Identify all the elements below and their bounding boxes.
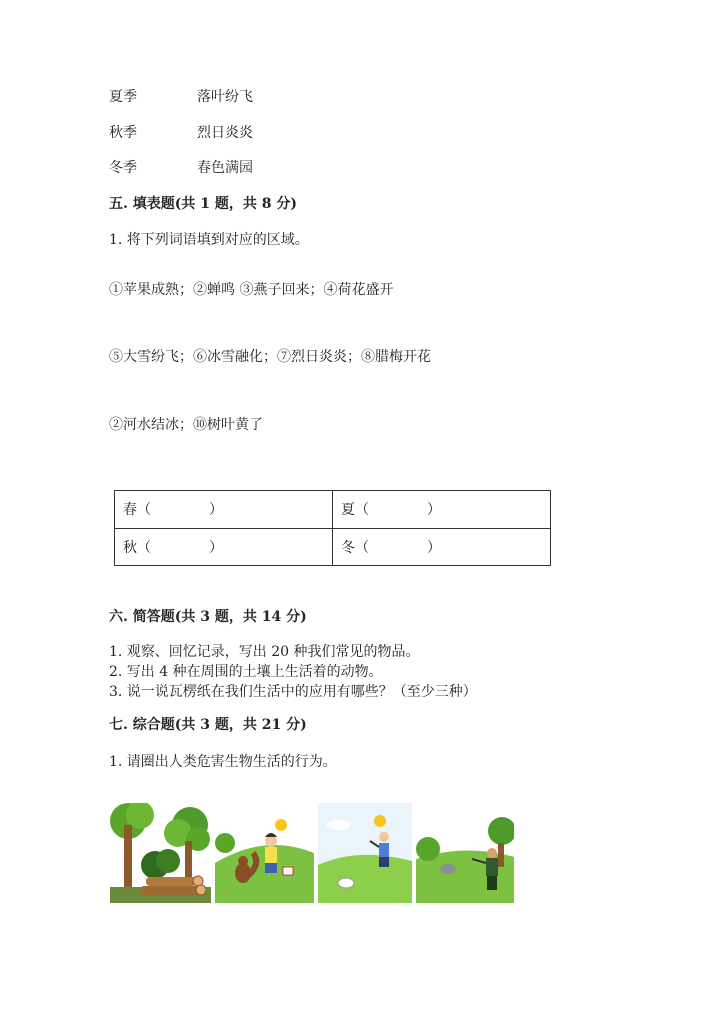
hunter-illustration xyxy=(416,803,514,903)
section7-title: 七. 综合题(共 3 题，共 21 分) xyxy=(109,717,307,733)
section6-title: 六. 简答题(共 3 题，共 14 分) xyxy=(109,609,307,625)
open-paren: （ xyxy=(355,502,369,519)
word-line-2: ⑤大雪纷飞；⑥冰雪融化；⑦烈日炎炎；⑧腊梅开花 xyxy=(109,349,431,365)
match-season-3: 冬季 xyxy=(109,160,137,176)
boy-squirrel-illustration xyxy=(215,803,314,903)
picture-logged-forest[interactable] xyxy=(110,803,211,903)
match-phrase-2: 烈日炎炎 xyxy=(197,125,253,141)
picture-boy-squirrel[interactable] xyxy=(215,803,314,903)
section7-question: 1. 请圈出人类危害生物生活的行为。 xyxy=(109,754,337,770)
close-paren: ） xyxy=(427,502,441,519)
forest-illustration xyxy=(110,803,211,903)
open-paren: （ xyxy=(137,502,151,519)
match-season-1: 夏季 xyxy=(109,89,137,105)
word-line-3: ②河水结冰；⑩树叶黄了 xyxy=(109,417,263,433)
open-paren: （ xyxy=(137,539,151,556)
cell-summer-label: 夏 xyxy=(341,502,355,519)
section6-q2: 2. 写出 4 种在周围的土壤上生活着的动物。 xyxy=(109,664,383,680)
close-paren: ） xyxy=(209,539,223,556)
open-paren: （ xyxy=(355,539,369,556)
match-phrase-3: 春色满园 xyxy=(197,160,253,176)
boy-slingshot-illustration xyxy=(318,803,412,903)
cell-spring-label: 春 xyxy=(123,502,137,519)
match-season-2: 秋季 xyxy=(109,125,137,141)
section6-q1: 1. 观察、回忆记录，写出 20 种我们常见的物品。 xyxy=(109,644,420,660)
section5-question: 1. 将下列词语填到对应的区域。 xyxy=(109,232,309,248)
match-phrase-1: 落叶纷飞 xyxy=(197,89,253,105)
cell-winter[interactable] xyxy=(333,528,551,566)
cell-spring[interactable] xyxy=(115,491,333,529)
season-fill-table xyxy=(114,490,551,566)
cell-autumn-label: 秋 xyxy=(123,539,137,556)
section6-q3: 3. 说一说瓦楞纸在我们生活中的应用有哪些？（至少三种） xyxy=(109,684,477,700)
cell-summer[interactable] xyxy=(333,491,551,529)
section5-title: 五. 填表题(共 1 题，共 8 分) xyxy=(109,196,297,212)
cell-autumn[interactable] xyxy=(115,528,333,566)
picture-hunter[interactable] xyxy=(416,803,514,903)
close-paren: ） xyxy=(209,502,223,519)
cell-winter-label: 冬 xyxy=(341,539,355,556)
picture-boy-slingshot[interactable] xyxy=(318,803,412,903)
word-line-1: ①苹果成熟；②蝉鸣 ③燕子回来；④荷花盛开 xyxy=(109,282,394,298)
close-paren: ） xyxy=(427,539,441,556)
